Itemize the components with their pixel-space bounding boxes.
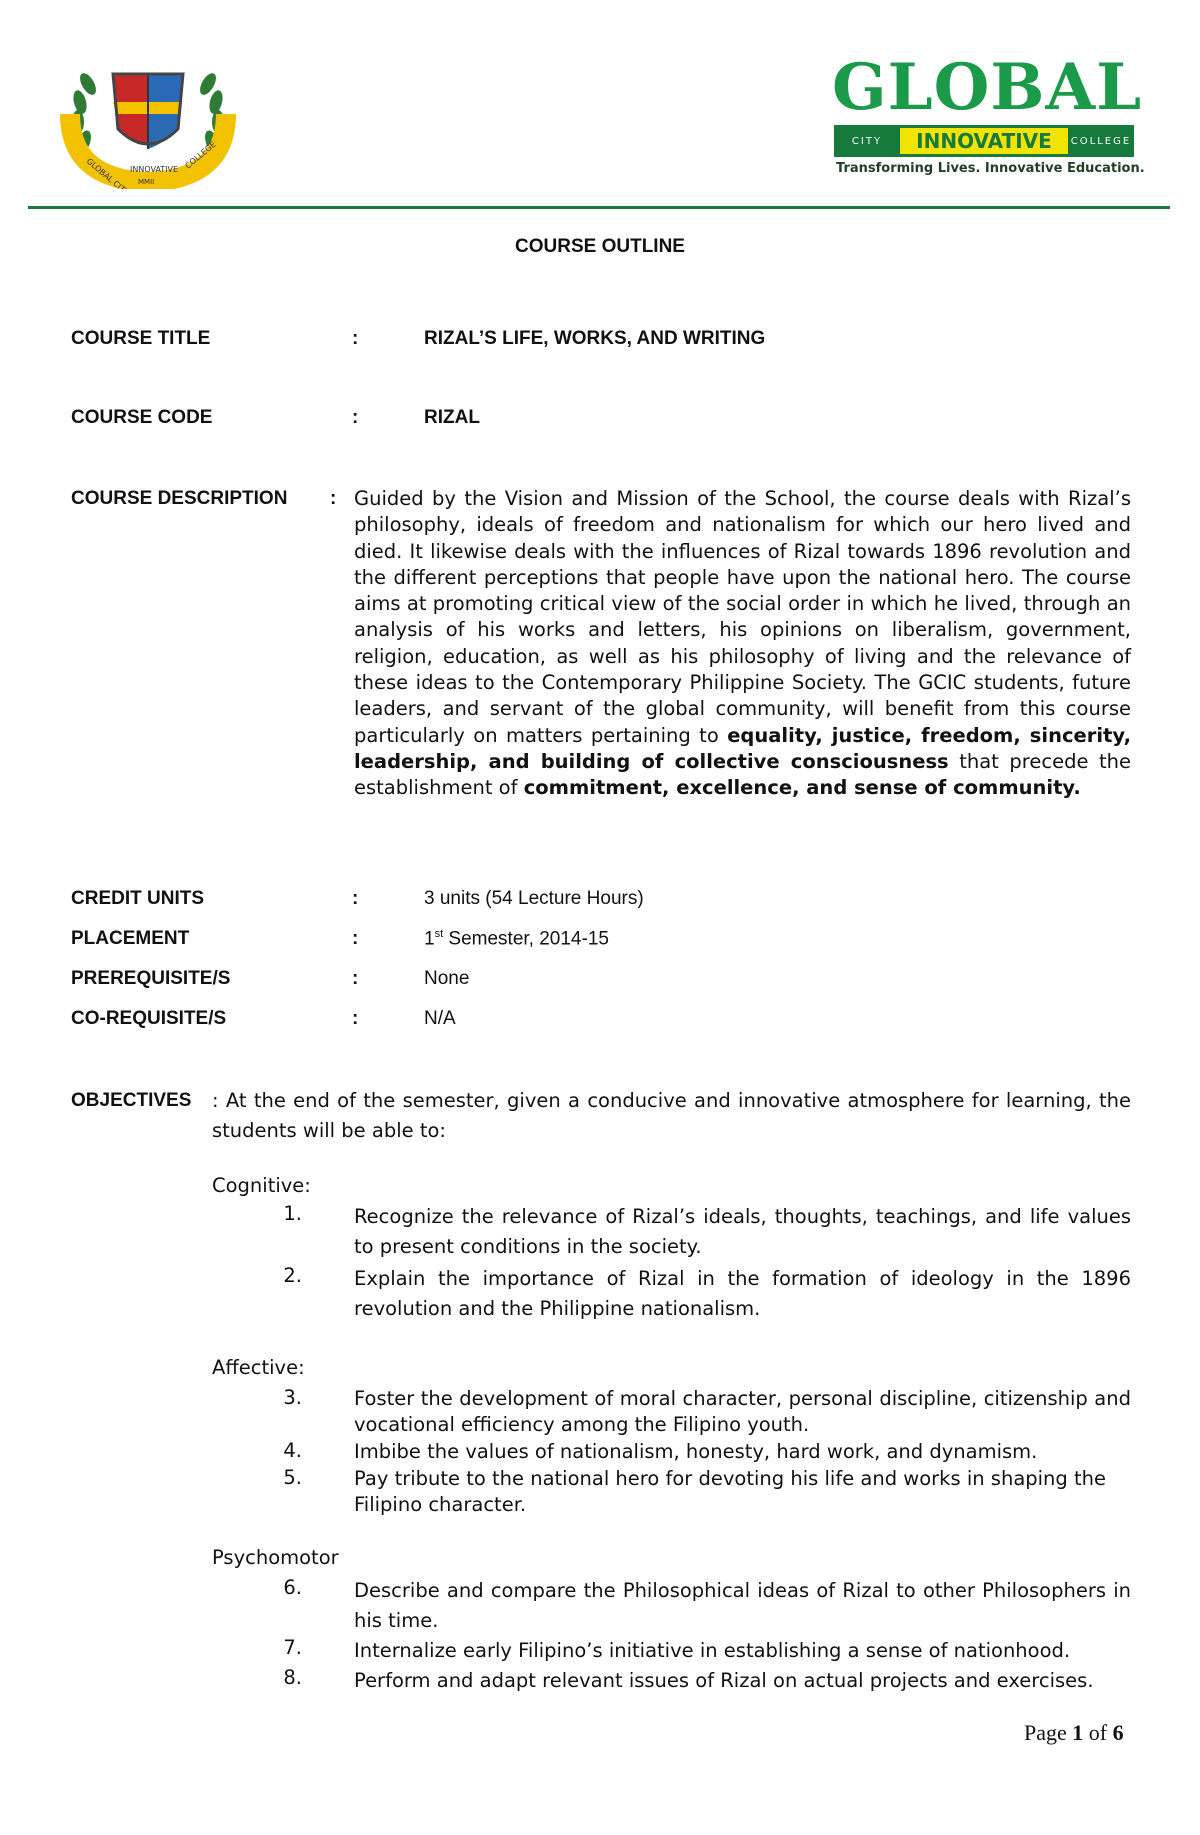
logo-word: GLOBAL [832,50,1143,125]
page-num: 1 [1072,1720,1084,1745]
credit-units-label: CREDIT UNITS [71,888,204,909]
objective-number: 2. [283,1264,302,1287]
course-title-value: RIZAL’S LIFE, WORKS, AND WRITING [424,328,766,349]
colon: : [330,488,337,509]
objective-number: 7. [283,1636,302,1659]
colon: : [352,1008,359,1029]
prerequisites-label: PREREQUISITE/S [71,968,231,989]
placement-sup: st [434,928,444,940]
page-number [1024,1720,1124,1746]
svg-text:INNOVATIVE: INNOVATIVE [130,165,179,174]
logo-bar [834,125,1134,157]
desc-bold2: commitment, excellence, and sense of community. [523,776,1081,800]
objective-number: 5. [283,1466,302,1489]
course-code-label: COURSE CODE [71,407,213,428]
school-seal-logo [58,44,238,189]
page-word: Page [1024,1720,1067,1745]
svg-text:GLOBAL CITY: GLOBAL CITY [84,156,131,189]
page-total: 6 [1112,1720,1124,1745]
svg-text:COLLEGE: COLLEGE [183,139,218,171]
placement-value [424,928,609,950]
logo-college: COLLEGE [1068,125,1134,157]
category-cognitive: Cognitive: [212,1174,311,1197]
logo-city: CITY [834,125,900,157]
objective-number: 1. [283,1202,302,1225]
colon: : [352,407,359,428]
objective-number: 6. [283,1576,302,1599]
objective-number: 3. [283,1386,302,1409]
placement-label: PLACEMENT [71,928,190,949]
colon: : [352,328,359,349]
objective-text: Internalize early Filipino’s initiative in establishing a sense of nationhood. [354,1639,1071,1662]
header-divider [28,206,1170,209]
colon: : [352,968,359,989]
corequisites-value: N/A [424,1008,456,1029]
category-affective: Affective: [212,1356,305,1379]
course-title-label: COURSE TITLE [71,328,211,349]
document-title: COURSE OUTLINE [515,236,685,257]
objective-text: Describe and compare the Philosophical ideas of Rizal to other Philosophers in his time. [354,1579,1131,1632]
logo-innovative: INNOVATIVE [900,125,1068,157]
objective-text: Recognize the relevance of Rizal’s ideals, thoughts, teachings, and life values to present conditions in the society. [354,1205,1131,1258]
svg-text:MMII: MMII [138,178,155,186]
objective-text: Perform and adapt relevant issues of Rizal on actual projects and exercises. [354,1669,1094,1692]
course-description-text [354,486,1131,802]
colon: : [352,928,359,949]
college-wordmark-logo [828,50,1148,185]
objectives-label: OBJECTIVES [71,1090,192,1111]
category-psychomotor: Psychomotor [212,1546,339,1569]
course-code-value: RIZAL [424,407,480,428]
objectives-intro: : At the end of the semester, given a conducive and innovative atmosphere for learning, the students will be able to: [212,1089,1131,1142]
credit-units-value: 3 units (54 Lecture Hours) [424,888,644,909]
objective-text: Imbibe the values of nationalism, honesty, hard work, and dynamism. [354,1440,1038,1463]
objective-number: 8. [283,1666,302,1689]
corequisites-label: CO-REQUISITE/S [71,1008,227,1029]
placement-rest: Semester, 2014-15 [443,928,609,950]
placement-num: 1 [424,928,435,950]
objective-text: Foster the development of moral character, personal discipline, citizenship and vocational efficiency among the Filipino youth. [354,1387,1131,1436]
desc-part1: Guided by the Vision and Mission of the School, the course deals with Rizal’s philosophy, ideals of freedom and nationalism for which our hero lived and died. It likewise deals with the influences of Rizal towards 1896 revolution and the different perceptions that people have upon the national hero. The course aims at promoting critical view of the social order in which he lived, through an analysis of his works and letters, his opinions on liberalism, government, religion, education, as well as his philosophy of living and the relevance of these ideas to the Contemporary Philippine Society. The GCIC students, future leaders, and servant of the global community, will benefit from this course particularly on matters pertaining to [354,487,1131,747]
logo-tagline: Transforming Lives. Innovative Education. [836,161,1145,176]
of-word: of [1088,1720,1108,1745]
colon: : [352,888,359,909]
objective-text: Explain the importance of Rizal in the formation of ideology in the 1896 revolution and the Philippine nationalism. [354,1267,1131,1320]
course-description-label: COURSE DESCRIPTION [71,488,288,509]
prerequisites-value: None [424,968,470,989]
desc-part2: that precede the establishment of [354,749,1131,800]
desc-bold1: equality, justice, freedom, sincerity, leadership, and building of collective consciousness [354,723,1131,773]
objective-text: Pay tribute to the national hero for devoting his life and works in shaping the Filipino character. [354,1467,1106,1516]
objective-number: 4. [283,1439,302,1462]
